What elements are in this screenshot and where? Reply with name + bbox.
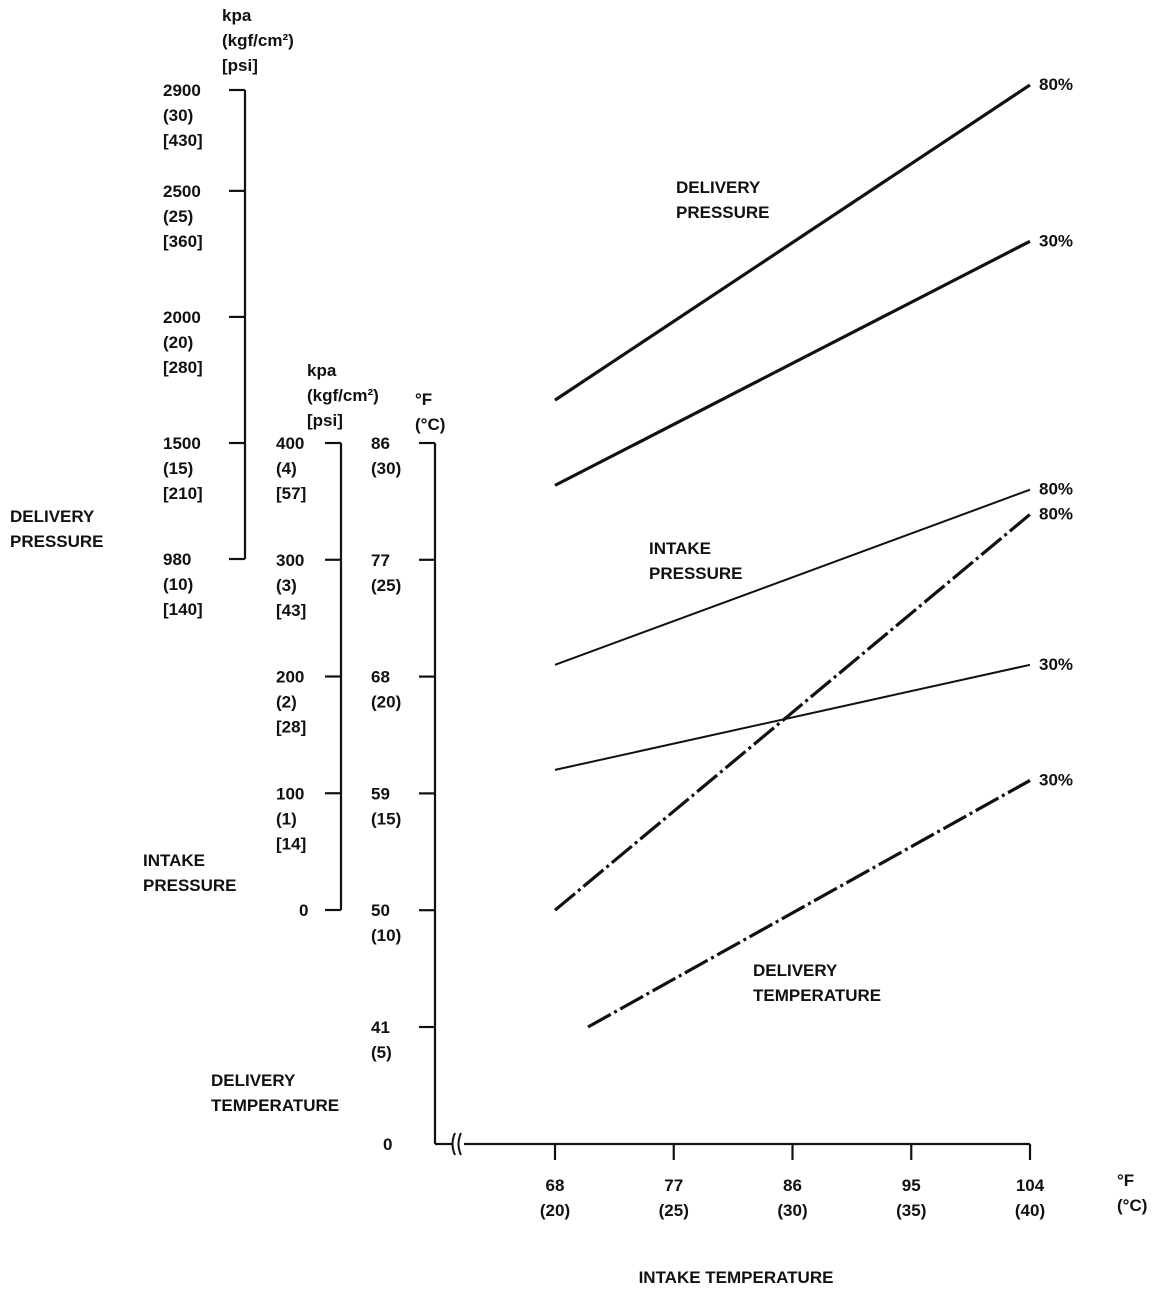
delivery-temperature-tick-label: 68 (20) (371, 667, 402, 712)
x-tick-label: 86 (30) (777, 1176, 808, 1220)
delivery-pressure-unit: kpa (kgf/cm²) [psi] (222, 6, 294, 75)
delivery-pressure-axis (10, 6, 299, 619)
axis-break-icon (453, 1133, 462, 1155)
x-tick-label: 68 (20) (539, 1176, 571, 1220)
series-layer (555, 85, 1030, 1027)
delivery-pressure-tick-label: 2900 (30) [430] (163, 81, 203, 150)
series-end-label: 80% (1039, 479, 1074, 499)
series-end-label: 80% (1039, 74, 1074, 94)
intake-pressure-unit: kpa (kgf/cm²) [psi] (307, 361, 379, 430)
delivery-pressure-tick-label: 2500 (25) [360] (163, 181, 203, 251)
delivery-temperature-unit: °F (°C) (415, 390, 446, 434)
delivery-temperature-tick-label: 77 (25) (371, 550, 402, 595)
group-label-delivery-temperature: DELIVERY TEMPERATURE (753, 961, 882, 1005)
x-axis (435, 1133, 1147, 1287)
series-end-label: 30% (1039, 770, 1074, 790)
delivery-temperature-axis-label: DELIVERY TEMPERATURE (211, 1071, 340, 1115)
delivery-pressure-axis-label: DELIVERY PRESSURE (10, 507, 104, 551)
intake-pressure-axis-label: INTAKE PRESSURE (143, 851, 237, 895)
intake-pressure-tick-label: 200 (2) [28] (276, 667, 307, 737)
delivery-pressure-tick-label: 980 (10) [140] (163, 550, 203, 619)
series-intake-pressure-30pct (555, 665, 1030, 770)
series-intake-pressure-80pct (555, 490, 1030, 665)
series-delivery-pressure-80pct (555, 85, 1030, 400)
intake-pressure-tick-label: 400 (4) [57] (276, 434, 307, 503)
delivery-pressure-tick-label: 1500 (15) [210] (163, 434, 203, 503)
group-label-intake-pressure: INTAKE PRESSURE (649, 539, 743, 583)
x-axis-title: INTAKE TEMPERATURE (638, 1268, 834, 1287)
series-end-label: 30% (1039, 654, 1074, 674)
delivery-temperature-tick-label: 50 (10) (371, 901, 402, 946)
x-tick-label: 95 (35) (896, 1176, 927, 1220)
intake-pressure-tick-label: 300 (3) [43] (276, 550, 307, 620)
series-end-label: 30% (1039, 231, 1074, 251)
delivery-pressure-tick-label: 2000 (20) [280] (163, 307, 203, 377)
intake-pressure-tick-label: 0 (299, 901, 309, 920)
x-tick-label: 77 (25) (658, 1176, 689, 1220)
delivery-temperature-tick-label: 59 (15) (371, 784, 402, 829)
delivery-temperature-tick-label: 0 (383, 1135, 393, 1154)
x-axis-unit: °F (°C) (1117, 1171, 1148, 1215)
delivery-temperature-tick-label: 41 (5) (371, 1018, 392, 1062)
x-tick-label: 104 (40) (1014, 1176, 1046, 1220)
intake-pressure-tick-label: 100 (1) [14] (276, 784, 307, 854)
series-delivery-pressure-30pct (555, 241, 1030, 485)
series-delivery-temperature-80pct (555, 514, 1030, 910)
series-end-label: 80% (1039, 504, 1074, 524)
delivery-temperature-tick-label: 86 (30) (371, 434, 402, 478)
series-labels (1039, 75, 1073, 789)
delivery-temperature-axis (211, 390, 445, 1154)
group-label-delivery-pressure: DELIVERY PRESSURE (676, 178, 770, 222)
